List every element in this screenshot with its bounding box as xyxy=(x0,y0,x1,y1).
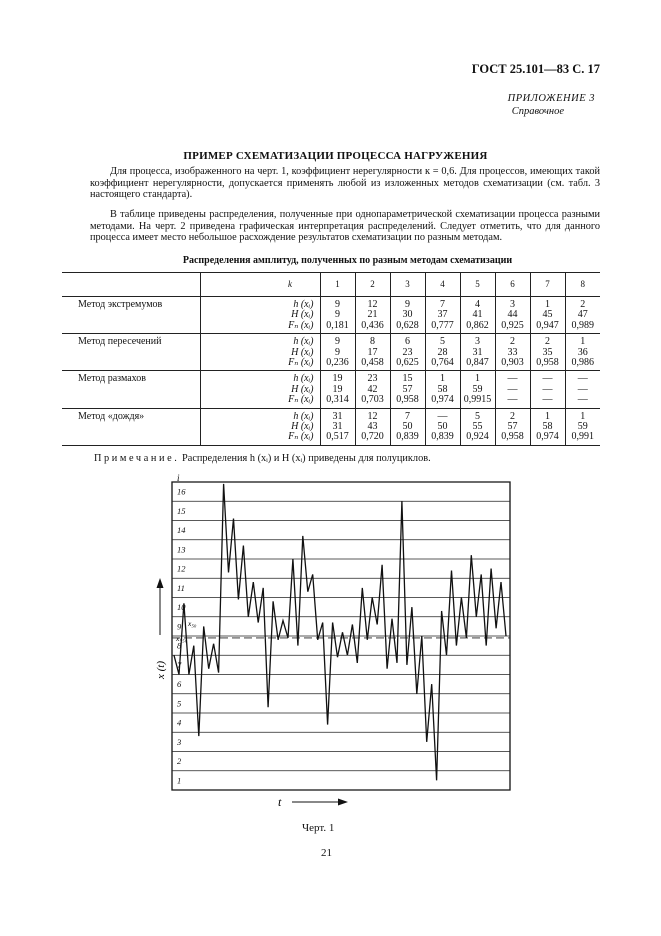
param-keys-cell xyxy=(200,408,320,445)
paragraph-2: В таблице приведены распределения, полученные при однопараметрической схематизации процесса разными методами. На черт. 2 приведена графическая интерпретация распределений. Следует отметить, что для данного процесса имеет место небольшое расхождение результатов схематизации по разным методам. xyxy=(90,209,600,243)
value: 3 xyxy=(475,336,480,348)
value-cell xyxy=(565,334,600,371)
header-col-8: 8 xyxy=(565,273,600,297)
value: 0,777 xyxy=(431,319,454,331)
value: 0,974 xyxy=(431,394,454,406)
value: 2 xyxy=(510,336,515,348)
param-keys-cell xyxy=(200,371,320,408)
value: 21 xyxy=(367,309,378,321)
value: 0,958 xyxy=(396,394,419,406)
value-cell xyxy=(530,297,565,334)
value-cell xyxy=(320,297,355,334)
value: 31 xyxy=(332,421,343,433)
value: 0,458 xyxy=(361,357,384,369)
param-key: Fₙ (xᵢ) xyxy=(288,319,314,331)
value: 0,628 xyxy=(396,319,419,331)
method-name-cell: Метод размахов xyxy=(62,371,200,408)
level-label: 14 xyxy=(177,525,186,536)
value: 0,9915 xyxy=(463,394,492,406)
page-header: ГОСТ 25.101—83 С. 17 xyxy=(471,62,600,76)
value: 1 xyxy=(580,410,586,422)
section-title: ПРИМЕР СХЕМАТИЗАЦИИ ПРОЦЕССА НАГРУЖЕНИЯ xyxy=(183,150,488,162)
level-label: 4 xyxy=(177,717,182,728)
note-label: Примечание. xyxy=(94,453,180,464)
param-key: Fₙ (xᵢ) xyxy=(288,357,314,369)
value: 0,847 xyxy=(466,357,489,369)
value-cell xyxy=(390,371,425,408)
value-cell xyxy=(320,408,355,445)
value: 41 xyxy=(472,309,483,321)
value: 58 xyxy=(542,421,553,433)
appendix-label: ПРИЛОЖЕНИЕ 3 xyxy=(507,93,595,104)
mean-label-upper: x₅₀ xyxy=(188,618,197,628)
value-cell xyxy=(495,297,530,334)
value: 0,903 xyxy=(501,357,524,369)
distribution-table xyxy=(62,272,600,446)
level-label: 13 xyxy=(177,544,186,555)
level-label: 15 xyxy=(177,505,186,516)
value: — xyxy=(577,373,588,385)
method-name-cell: Метод пересечений xyxy=(62,334,200,371)
value: 2 xyxy=(510,410,515,422)
value: — xyxy=(577,394,588,406)
value: 9 xyxy=(335,346,340,358)
value: 59 xyxy=(472,383,483,395)
value: — xyxy=(542,394,553,406)
value: 1 xyxy=(440,373,445,385)
value: 9 xyxy=(335,336,340,348)
value: 15 xyxy=(402,373,413,385)
value: 2 xyxy=(580,299,586,310)
value: 5 xyxy=(475,410,480,422)
value: 36 xyxy=(577,346,588,358)
param-key: h (xᵢ) xyxy=(293,336,314,348)
value-cell xyxy=(530,371,565,408)
header-col-5: 5 xyxy=(460,273,495,297)
value: 23 xyxy=(367,373,378,385)
y-axis-arrow-head xyxy=(157,578,164,588)
level-label: 12 xyxy=(177,563,186,574)
value: 0,958 xyxy=(536,357,559,369)
value: 0,986 xyxy=(571,357,594,369)
value-cell xyxy=(425,334,460,371)
value-cell xyxy=(390,334,425,371)
figure-caption: Черт. 1 xyxy=(302,822,335,834)
value-cell xyxy=(425,297,460,334)
value: 19 xyxy=(332,383,343,395)
param-key: Fₙ (xᵢ) xyxy=(288,431,314,443)
value-cell xyxy=(390,297,425,334)
value: — xyxy=(542,373,553,385)
value: 9 xyxy=(335,309,340,321)
value: 7 xyxy=(440,299,445,310)
value: 19 xyxy=(332,373,343,385)
value: 0,517 xyxy=(326,431,349,443)
value: 57 xyxy=(402,383,413,395)
value-cell xyxy=(495,371,530,408)
param-key: h (xᵢ) xyxy=(293,410,314,422)
param-key: H (xᵢ) xyxy=(291,383,314,395)
x-axis-arrow-head xyxy=(338,799,348,806)
param-key: Fₙ (xᵢ) xyxy=(288,394,314,406)
param-key: h (xᵢ) xyxy=(293,299,314,310)
value-cell xyxy=(320,334,355,371)
x-axis-label: t xyxy=(278,795,282,809)
level-label: 11 xyxy=(177,582,185,593)
value: 0,974 xyxy=(536,431,559,443)
value: 3 xyxy=(510,299,515,310)
value: 4 xyxy=(475,299,480,310)
level-label: 7 xyxy=(177,659,182,670)
value: 2 xyxy=(545,336,550,348)
value-cell xyxy=(320,371,355,408)
value-cell xyxy=(495,334,530,371)
value-cell xyxy=(460,334,495,371)
table-row xyxy=(62,371,600,408)
header-col-7: 7 xyxy=(530,273,565,297)
process-chart xyxy=(0,470,661,820)
value: 0,720 xyxy=(361,431,384,443)
param-key: h (xᵢ) xyxy=(293,373,314,385)
level-label: 8 xyxy=(177,640,182,651)
value-cell xyxy=(460,297,495,334)
value: 0,839 xyxy=(431,431,454,443)
axis-arrows xyxy=(157,578,349,806)
value: 0,839 xyxy=(396,431,419,443)
table-header-row xyxy=(62,273,600,297)
appendix-type: Справочное xyxy=(511,106,564,117)
value: 5 xyxy=(440,336,445,348)
param-keys-cell xyxy=(200,297,320,334)
value-cell xyxy=(355,334,390,371)
value: 1 xyxy=(580,336,586,348)
value: 57 xyxy=(507,421,518,433)
header-col-1: 1 xyxy=(320,273,355,297)
value: 0,925 xyxy=(501,319,524,331)
y-axis-label: x (t) xyxy=(155,660,167,680)
table-row xyxy=(62,334,600,371)
value: 59 xyxy=(577,421,588,433)
value: 17 xyxy=(367,346,378,358)
value: 8 xyxy=(370,336,375,348)
table-row xyxy=(62,297,600,334)
value: 0,236 xyxy=(326,357,349,369)
level-label: 6 xyxy=(177,679,182,690)
process-series-line xyxy=(174,484,506,781)
value: 0,181 xyxy=(326,319,349,331)
value: 0,703 xyxy=(361,394,384,406)
value: 7 xyxy=(405,410,410,422)
value-cell xyxy=(355,408,390,445)
value: 43 xyxy=(367,421,378,433)
note-text: Распределения h (xᵢ) и H (xᵢ) приведены для полуциклов. xyxy=(182,453,431,464)
value-cell xyxy=(530,334,565,371)
param-keys-cell xyxy=(200,334,320,371)
header-col-2: 2 xyxy=(355,273,390,297)
value: 6 xyxy=(405,336,410,348)
level-label: 9 xyxy=(177,621,182,632)
value: — xyxy=(542,383,553,395)
level-label: 5 xyxy=(177,698,182,709)
value: 45 xyxy=(542,309,553,321)
value: 30 xyxy=(402,309,413,321)
value: 42 xyxy=(367,383,378,395)
value: 0,436 xyxy=(361,319,384,331)
value-cell xyxy=(565,371,600,408)
table-row xyxy=(62,408,600,445)
level-label: 10 xyxy=(177,602,186,613)
value: 23 xyxy=(402,346,413,358)
value: 0,947 xyxy=(536,319,559,331)
header-col-6: 6 xyxy=(495,273,530,297)
value: 44 xyxy=(507,309,518,321)
value: 55 xyxy=(472,421,483,433)
value: 58 xyxy=(437,383,448,395)
value: 0,314 xyxy=(326,394,349,406)
value-cell xyxy=(460,408,495,445)
mean-label-lower: xₛ₅₀ xyxy=(176,633,188,643)
value: 0,625 xyxy=(396,357,419,369)
page-number: 21 xyxy=(321,847,332,859)
value: 12 xyxy=(367,299,378,310)
value: — xyxy=(507,373,518,385)
value: — xyxy=(437,410,448,422)
table-note xyxy=(94,453,431,464)
method-name-cell: Метод «дождя» xyxy=(62,408,200,445)
value: 50 xyxy=(402,421,413,433)
value: 0,924 xyxy=(466,431,489,443)
header-method-cell xyxy=(62,273,200,297)
value: 31 xyxy=(332,410,343,422)
value-cell xyxy=(565,408,600,445)
value: 12 xyxy=(367,410,378,422)
value-cell xyxy=(355,371,390,408)
value-cell xyxy=(390,408,425,445)
value: 28 xyxy=(437,346,448,358)
value-cell xyxy=(565,297,600,334)
value: 37 xyxy=(437,309,448,321)
level-label: 2 xyxy=(177,756,182,767)
paragraph-1: Для процесса, изображенного на черт. 1, коэффициент нерегулярности к = 0,6. Для процессов, имеющих такой коэффициент нерегулярности, допускается применять любой из изложенных методов схематизации (см. табл. 3 настоящего стандарта). xyxy=(90,166,600,200)
value: 35 xyxy=(542,346,553,358)
value: 0,991 xyxy=(571,431,594,443)
value: 0,989 xyxy=(571,319,594,331)
value: — xyxy=(577,383,588,395)
value: 1 xyxy=(475,373,480,385)
value-cell xyxy=(425,408,460,445)
method-name-cell: Метод экстремумов xyxy=(62,297,200,334)
table-caption: Распределения амплитуд, полученных по разным методам схематизации xyxy=(182,255,513,266)
param-key: H (xᵢ) xyxy=(291,309,314,321)
value-cell xyxy=(530,408,565,445)
value: 0,764 xyxy=(431,357,454,369)
value: 0,958 xyxy=(501,431,524,443)
value: — xyxy=(507,383,518,395)
header-k-cell: k xyxy=(200,273,320,297)
header-col-4: 4 xyxy=(425,273,460,297)
value: 9 xyxy=(405,299,410,310)
level-axis-label: i xyxy=(177,473,180,483)
level-label: 3 xyxy=(177,736,182,747)
value-cell xyxy=(495,408,530,445)
value: — xyxy=(507,394,518,406)
value: 50 xyxy=(437,421,448,433)
value-cell xyxy=(425,371,460,408)
value-cell xyxy=(355,297,390,334)
value: 9 xyxy=(335,299,340,310)
value: 47 xyxy=(577,309,588,321)
value: 31 xyxy=(472,346,483,358)
value: 33 xyxy=(507,346,518,358)
header-col-3: 3 xyxy=(390,273,425,297)
level-label: 16 xyxy=(177,486,186,497)
level-label: 1 xyxy=(177,775,182,786)
param-key: H (xᵢ) xyxy=(291,421,314,433)
value: 0,862 xyxy=(466,319,489,331)
value: 1 xyxy=(545,299,550,310)
param-key: H (xᵢ) xyxy=(291,346,314,358)
value: 1 xyxy=(545,410,550,422)
value-cell xyxy=(460,371,495,408)
